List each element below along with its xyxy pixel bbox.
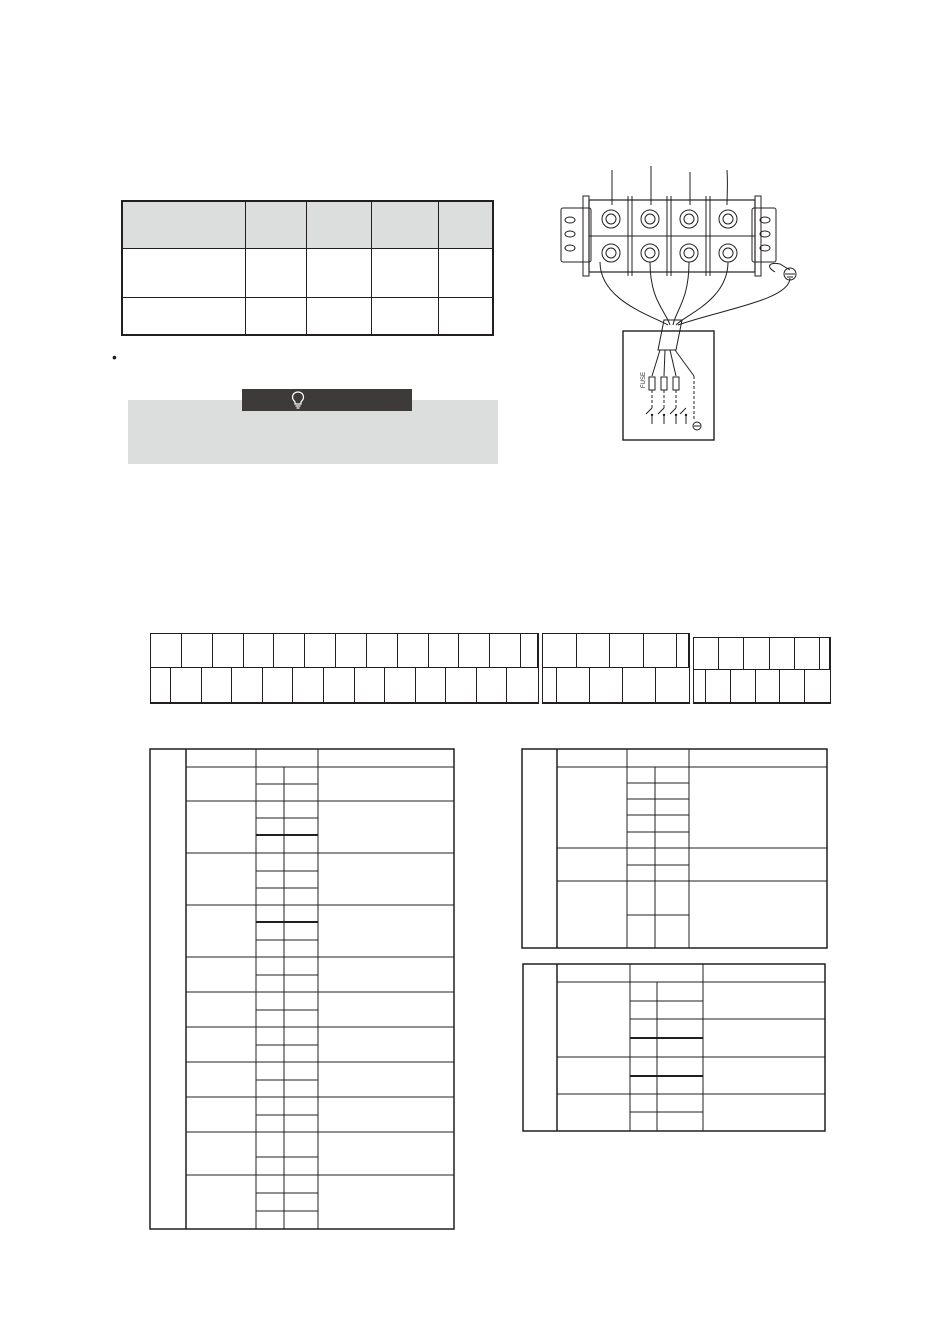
dip-table-left — [148, 747, 458, 1232]
spec-cell — [246, 298, 307, 336]
spec-cell — [122, 249, 246, 298]
spec-cell — [439, 249, 494, 298]
spec-header-cell — [246, 201, 307, 249]
spec-cell — [372, 298, 439, 336]
wiring-diagram — [555, 160, 815, 445]
spec-header-cell — [372, 201, 439, 249]
spec-cell — [122, 298, 246, 336]
switch-strip-middle — [542, 633, 690, 704]
switch-strip-main — [150, 633, 539, 704]
spec-cell — [372, 249, 439, 298]
spec-header-cell — [307, 201, 372, 249]
bullet-point: • — [112, 349, 117, 365]
lightbulb-icon — [291, 391, 305, 409]
spec-table-row — [122, 249, 493, 298]
spec-header-cell — [122, 201, 246, 249]
switch-strip-right — [693, 637, 831, 704]
spec-table — [121, 200, 494, 336]
note-tab — [242, 389, 412, 411]
fuse-label: FUSE — [641, 371, 647, 388]
spec-cell — [246, 249, 307, 298]
spec-table-row — [122, 298, 493, 336]
spec-header-cell — [439, 201, 494, 249]
spec-cell — [307, 249, 372, 298]
dip-table-right-lower — [520, 962, 830, 1134]
spec-table-header-row — [122, 201, 493, 249]
dip-table-right-upper — [520, 747, 830, 952]
spec-cell — [307, 298, 372, 336]
spec-cell — [439, 298, 494, 336]
